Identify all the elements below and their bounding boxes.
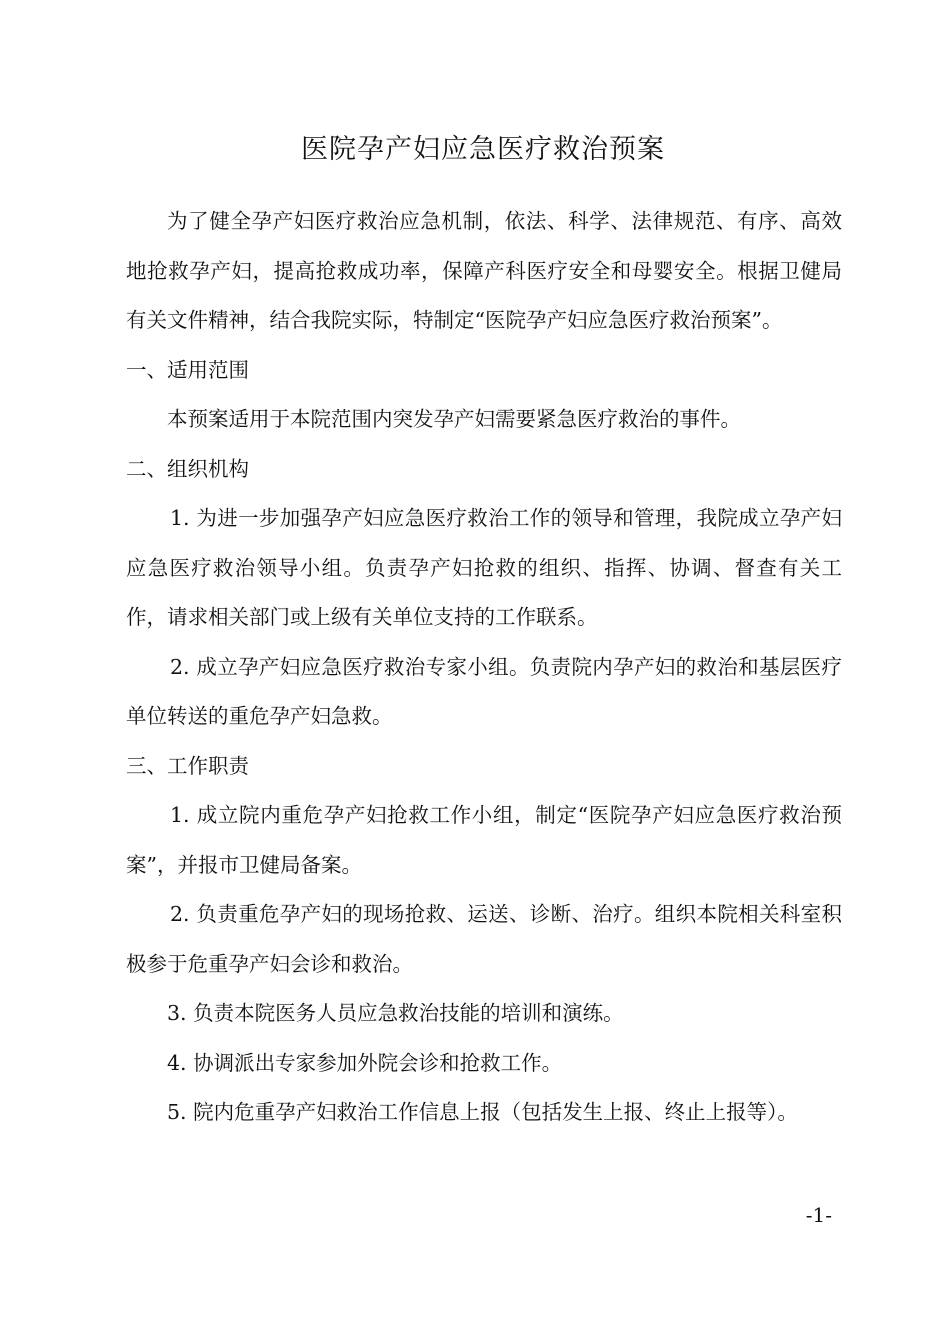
duty-item-5: 5. 院内危重孕产妇救治工作信息上报（包括发生上报、终止上报等）。: [167, 1100, 798, 1124]
section-heading-scope: 一、适用范围: [126, 357, 249, 382]
intro-paragraph: 为了健全孕产妇医疗救治应急机制，依法、科学、法律规范、有序、高效地抢救孕产妇，提高抢救成功率，保障产科医疗安全和母婴安全。根据卫健局有关文件精神，结合我院实际，特制定“医院孕产妇应急医疗救治预案”。: [126, 209, 842, 332]
section-heading-duties: 三、工作职责: [126, 753, 249, 778]
duty-item-4: 4. 协调派出专家参加外院会诊和抢救工作。: [167, 1050, 563, 1075]
duty-item-1: 1. 成立院内重危孕产妇抢救工作小组，制定“医院孕产妇应急医疗救治预案”，并报市卫健局备案。: [126, 803, 842, 877]
organization-item-1: 1. 为进一步加强孕产妇应急医疗救治工作的领导和管理，我院成立孕产妇应急医疗救治领导小组。负责孕产妇抢救的组织、指挥、协调、督查有关工作，请求相关部门或上级有关单位支持的工作联系。: [126, 506, 842, 629]
duty-item-2: 2. 负责重危孕产妇的现场抢救、运送、诊断、治疗。组织本院相关科室积极参于危重孕产妇会诊和救治。: [126, 902, 842, 976]
section-heading-organization: 二、组织机构: [126, 456, 249, 481]
page-number: -1-: [805, 1203, 832, 1227]
document-title: 医院孕产妇应急医疗救治预案: [301, 134, 665, 165]
organization-item-2: 2. 成立孕产妇应急医疗救治专家小组。负责院内孕产妇的救治和基层医疗单位转送的重危孕产妇急救。: [126, 654, 842, 728]
document-body: [126, 197, 842, 1138]
duty-item-3: 3. 负责本院医务人员应急救治技能的培训和演练。: [167, 1001, 624, 1025]
scope-paragraph: 本预案适用于本院范围内突发孕产妇需要紧急医疗救治的事件。: [167, 407, 741, 431]
